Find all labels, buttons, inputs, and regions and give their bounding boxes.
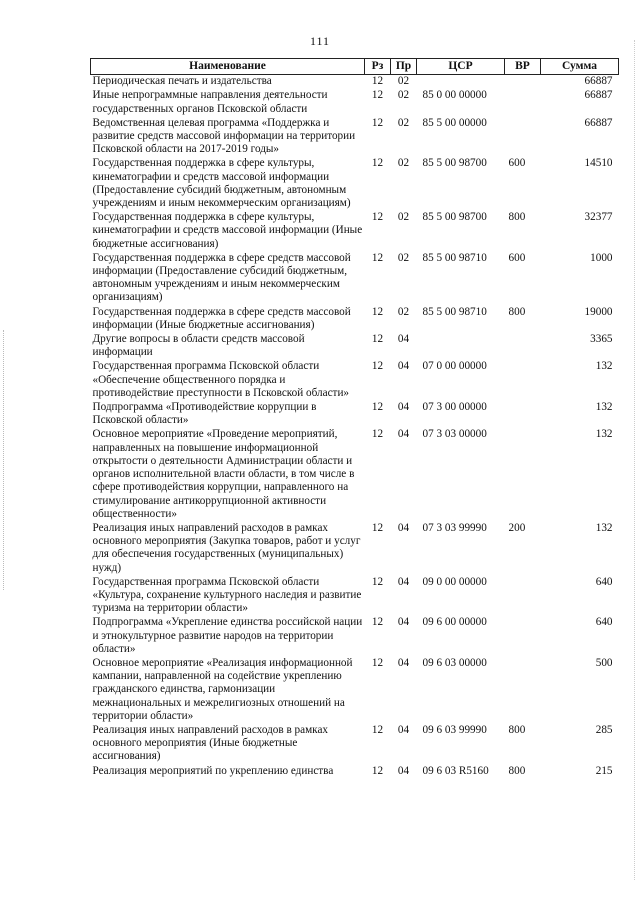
table-header <box>91 59 619 75</box>
table-row <box>91 333 619 360</box>
scan-margin-artifact <box>3 330 5 590</box>
cell-name: Реализация мероприятий по укреплению единства <box>92 764 334 777</box>
cell-pr: 04 <box>397 360 410 373</box>
cell-sum: 132 <box>595 521 613 534</box>
cell-name: Государственная поддержка в сфере культуры, кинематографии и средств массовой информации (Иные бюджетные ассигнования) <box>92 211 363 250</box>
table-row <box>91 576 619 617</box>
cell-vr <box>505 657 541 724</box>
table-row <box>91 657 619 724</box>
cell-rz: 12 <box>371 764 384 777</box>
table-row <box>91 360 619 401</box>
cell-sum: 500 <box>595 656 613 669</box>
cell-name: Государственная программа Псковской области «Обеспечение общественного порядка и противодействие преступности в Псковской области» <box>92 360 350 399</box>
table-row <box>91 765 619 779</box>
header-row <box>91 59 619 75</box>
cell-name: Основное мероприятие «Проведение мероприятий, направленных на повышение информационной открытости о деятельности Администрации области и органов исполнительной власти области, в том числе в сфере противодействия коррупции, направленного на стимулирование антикоррупционной активности общественности» <box>92 428 355 520</box>
cell-csr: 09 6 03 00000 <box>422 656 487 669</box>
cell-pr: 04 <box>397 616 410 629</box>
cell-vr: 200 <box>508 521 526 534</box>
cell-vr <box>505 75 541 90</box>
table-row <box>91 616 619 657</box>
cell-rz: 12 <box>371 116 384 129</box>
cell-rz: 12 <box>371 521 384 534</box>
table-row <box>91 724 619 765</box>
cell-vr: 800 <box>508 305 526 318</box>
cell-csr <box>417 75 505 90</box>
cell-pr: 02 <box>397 251 410 264</box>
cell-sum: 640 <box>595 575 613 588</box>
cell-name: Основное мероприятие «Реализация информационной кампании, направленной на содействие укреплению гражданского единства, гармонизации межнациональных и межрелигиозных отношений на территории области» <box>92 656 353 722</box>
cell-name: Государственная поддержка в сфере средств массовой информации (Иные бюджетные ассигнования) <box>92 305 351 331</box>
cell-rz: 12 <box>371 333 384 346</box>
cell-rz: 12 <box>371 428 384 441</box>
cell-csr: 09 6 03 99990 <box>422 723 487 736</box>
cell-pr: 02 <box>397 305 410 318</box>
cell-rz: 12 <box>371 89 384 102</box>
cell-csr: 85 5 00 98700 <box>422 157 487 170</box>
cell-sum: 132 <box>595 360 613 373</box>
cell-rz: 12 <box>371 75 384 88</box>
cell-vr <box>505 428 541 521</box>
table-row <box>91 522 619 576</box>
header-rz: Рз <box>365 59 391 75</box>
cell-vr <box>505 401 541 428</box>
cell-rz: 12 <box>371 616 384 629</box>
cell-name: Иные непрограммные направления деятельности государственных органов Псковской области <box>92 89 328 115</box>
cell-rz: 12 <box>371 401 384 414</box>
table-row <box>91 252 619 306</box>
cell-rz: 12 <box>371 360 384 373</box>
cell-name: Подпрограмма «Противодействие коррупции в Псковской области» <box>92 401 317 427</box>
table-row <box>91 89 619 116</box>
cell-csr <box>417 333 505 360</box>
table-row <box>91 117 619 158</box>
cell-vr <box>505 117 541 158</box>
cell-csr: 85 5 00 98700 <box>422 211 487 224</box>
cell-vr: 800 <box>508 211 526 224</box>
cell-vr: 800 <box>508 764 526 777</box>
table-row <box>91 306 619 333</box>
cell-vr <box>505 616 541 657</box>
cell-sum: 3365 <box>590 333 613 346</box>
cell-name: Реализация иных направлений расходов в рамках основного мероприятия (Иные бюджетные ассигнования) <box>92 723 329 763</box>
cell-csr: 07 3 00 00000 <box>422 401 487 414</box>
cell-rz: 12 <box>371 251 384 264</box>
cell-pr: 02 <box>397 75 410 88</box>
cell-vr: 600 <box>508 251 526 264</box>
cell-sum: 14510 <box>584 157 613 170</box>
cell-sum: 66887 <box>584 75 613 88</box>
cell-rz: 12 <box>371 656 384 669</box>
cell-pr: 04 <box>397 723 410 736</box>
cell-csr: 09 6 00 00000 <box>422 616 487 629</box>
table-body <box>91 75 619 779</box>
cell-pr: 02 <box>397 211 410 224</box>
header-name: Наименование <box>91 59 365 75</box>
budget-table <box>90 58 619 779</box>
cell-pr: 04 <box>397 575 410 588</box>
cell-rz: 12 <box>371 157 384 170</box>
header-csr: ЦСР <box>417 59 505 75</box>
cell-csr: 09 0 00 00000 <box>422 575 487 588</box>
cell-sum: 640 <box>595 616 613 629</box>
cell-sum: 132 <box>595 428 613 441</box>
cell-vr <box>505 89 541 116</box>
table-row <box>91 211 619 252</box>
cell-name: Подпрограмма «Укрепление единства российской нации и этнокультурное развитие народов на территории области» <box>92 616 363 655</box>
cell-vr: 800 <box>508 723 526 736</box>
cell-sum: 215 <box>595 764 613 777</box>
table-row <box>91 157 619 211</box>
cell-name: Государственная программа Псковской области «Культура, сохранение культурного наследия и развитие туризма на территории области» <box>92 575 362 615</box>
cell-name: Государственная поддержка в сфере средств массовой информации (Предоставление субсидий бюджетным, автономным учреждениям и иным некоммерческим организациям) <box>92 251 351 304</box>
cell-sum: 285 <box>595 723 613 736</box>
cell-rz: 12 <box>371 211 384 224</box>
cell-vr <box>505 576 541 617</box>
cell-csr: 85 5 00 98710 <box>422 305 487 318</box>
cell-csr: 09 6 03 R5160 <box>422 764 489 777</box>
cell-rz: 12 <box>371 305 384 318</box>
cell-sum: 19000 <box>584 305 613 318</box>
table-row <box>91 428 619 521</box>
scan-margin-artifact-right <box>634 40 636 880</box>
cell-pr: 04 <box>397 656 410 669</box>
page-number: 111 <box>309 34 331 48</box>
cell-pr: 02 <box>397 89 410 102</box>
cell-vr <box>505 333 541 360</box>
header-sum: Сумма <box>541 59 619 75</box>
cell-csr: 85 5 00 00000 <box>422 116 487 129</box>
cell-pr: 04 <box>397 521 410 534</box>
cell-sum: 1000 <box>590 251 613 264</box>
cell-csr: 85 0 00 00000 <box>422 89 487 102</box>
cell-vr: 600 <box>508 157 526 170</box>
cell-pr: 04 <box>397 401 410 414</box>
cell-sum: 66887 <box>584 116 613 129</box>
cell-sum: 132 <box>595 401 613 414</box>
cell-name: Реализация иных направлений расходов в рамках основного мероприятия (Закупка товаров, работ и услуг для обеспечения государственных (муниципальных) нужд) <box>92 521 361 574</box>
table-row <box>91 75 619 90</box>
cell-rz: 12 <box>371 723 384 736</box>
cell-pr: 02 <box>397 157 410 170</box>
table-row <box>91 401 619 428</box>
cell-rz: 12 <box>371 575 384 588</box>
cell-name: Ведомственная целевая программа «Поддержка и развитие средств массовой информации на территории Псковской области на 2017-2019 годы» <box>92 116 356 156</box>
cell-pr: 02 <box>397 116 410 129</box>
cell-name: Государственная поддержка в сфере культуры, кинематографии и средств массовой информации (Предоставление субсидий бюджетным, автономным учреждениям и иным некоммерческим организациям) <box>92 157 351 210</box>
cell-name: Другие вопросы в области средств массовой информации <box>92 333 305 359</box>
cell-vr <box>505 360 541 401</box>
cell-csr: 07 0 00 00000 <box>422 360 487 373</box>
cell-csr: 07 3 03 00000 <box>422 428 487 441</box>
header-pr: Пр <box>391 59 417 75</box>
header-vr: ВР <box>505 59 541 75</box>
cell-csr: 07 3 03 99990 <box>422 521 487 534</box>
cell-pr: 04 <box>397 333 410 346</box>
cell-sum: 66887 <box>584 89 613 102</box>
cell-sum: 32377 <box>584 211 613 224</box>
cell-csr: 85 5 00 98710 <box>422 251 487 264</box>
cell-name: Периодическая печать и издательства <box>92 75 272 88</box>
cell-pr: 04 <box>397 764 410 777</box>
cell-pr: 04 <box>397 428 410 441</box>
